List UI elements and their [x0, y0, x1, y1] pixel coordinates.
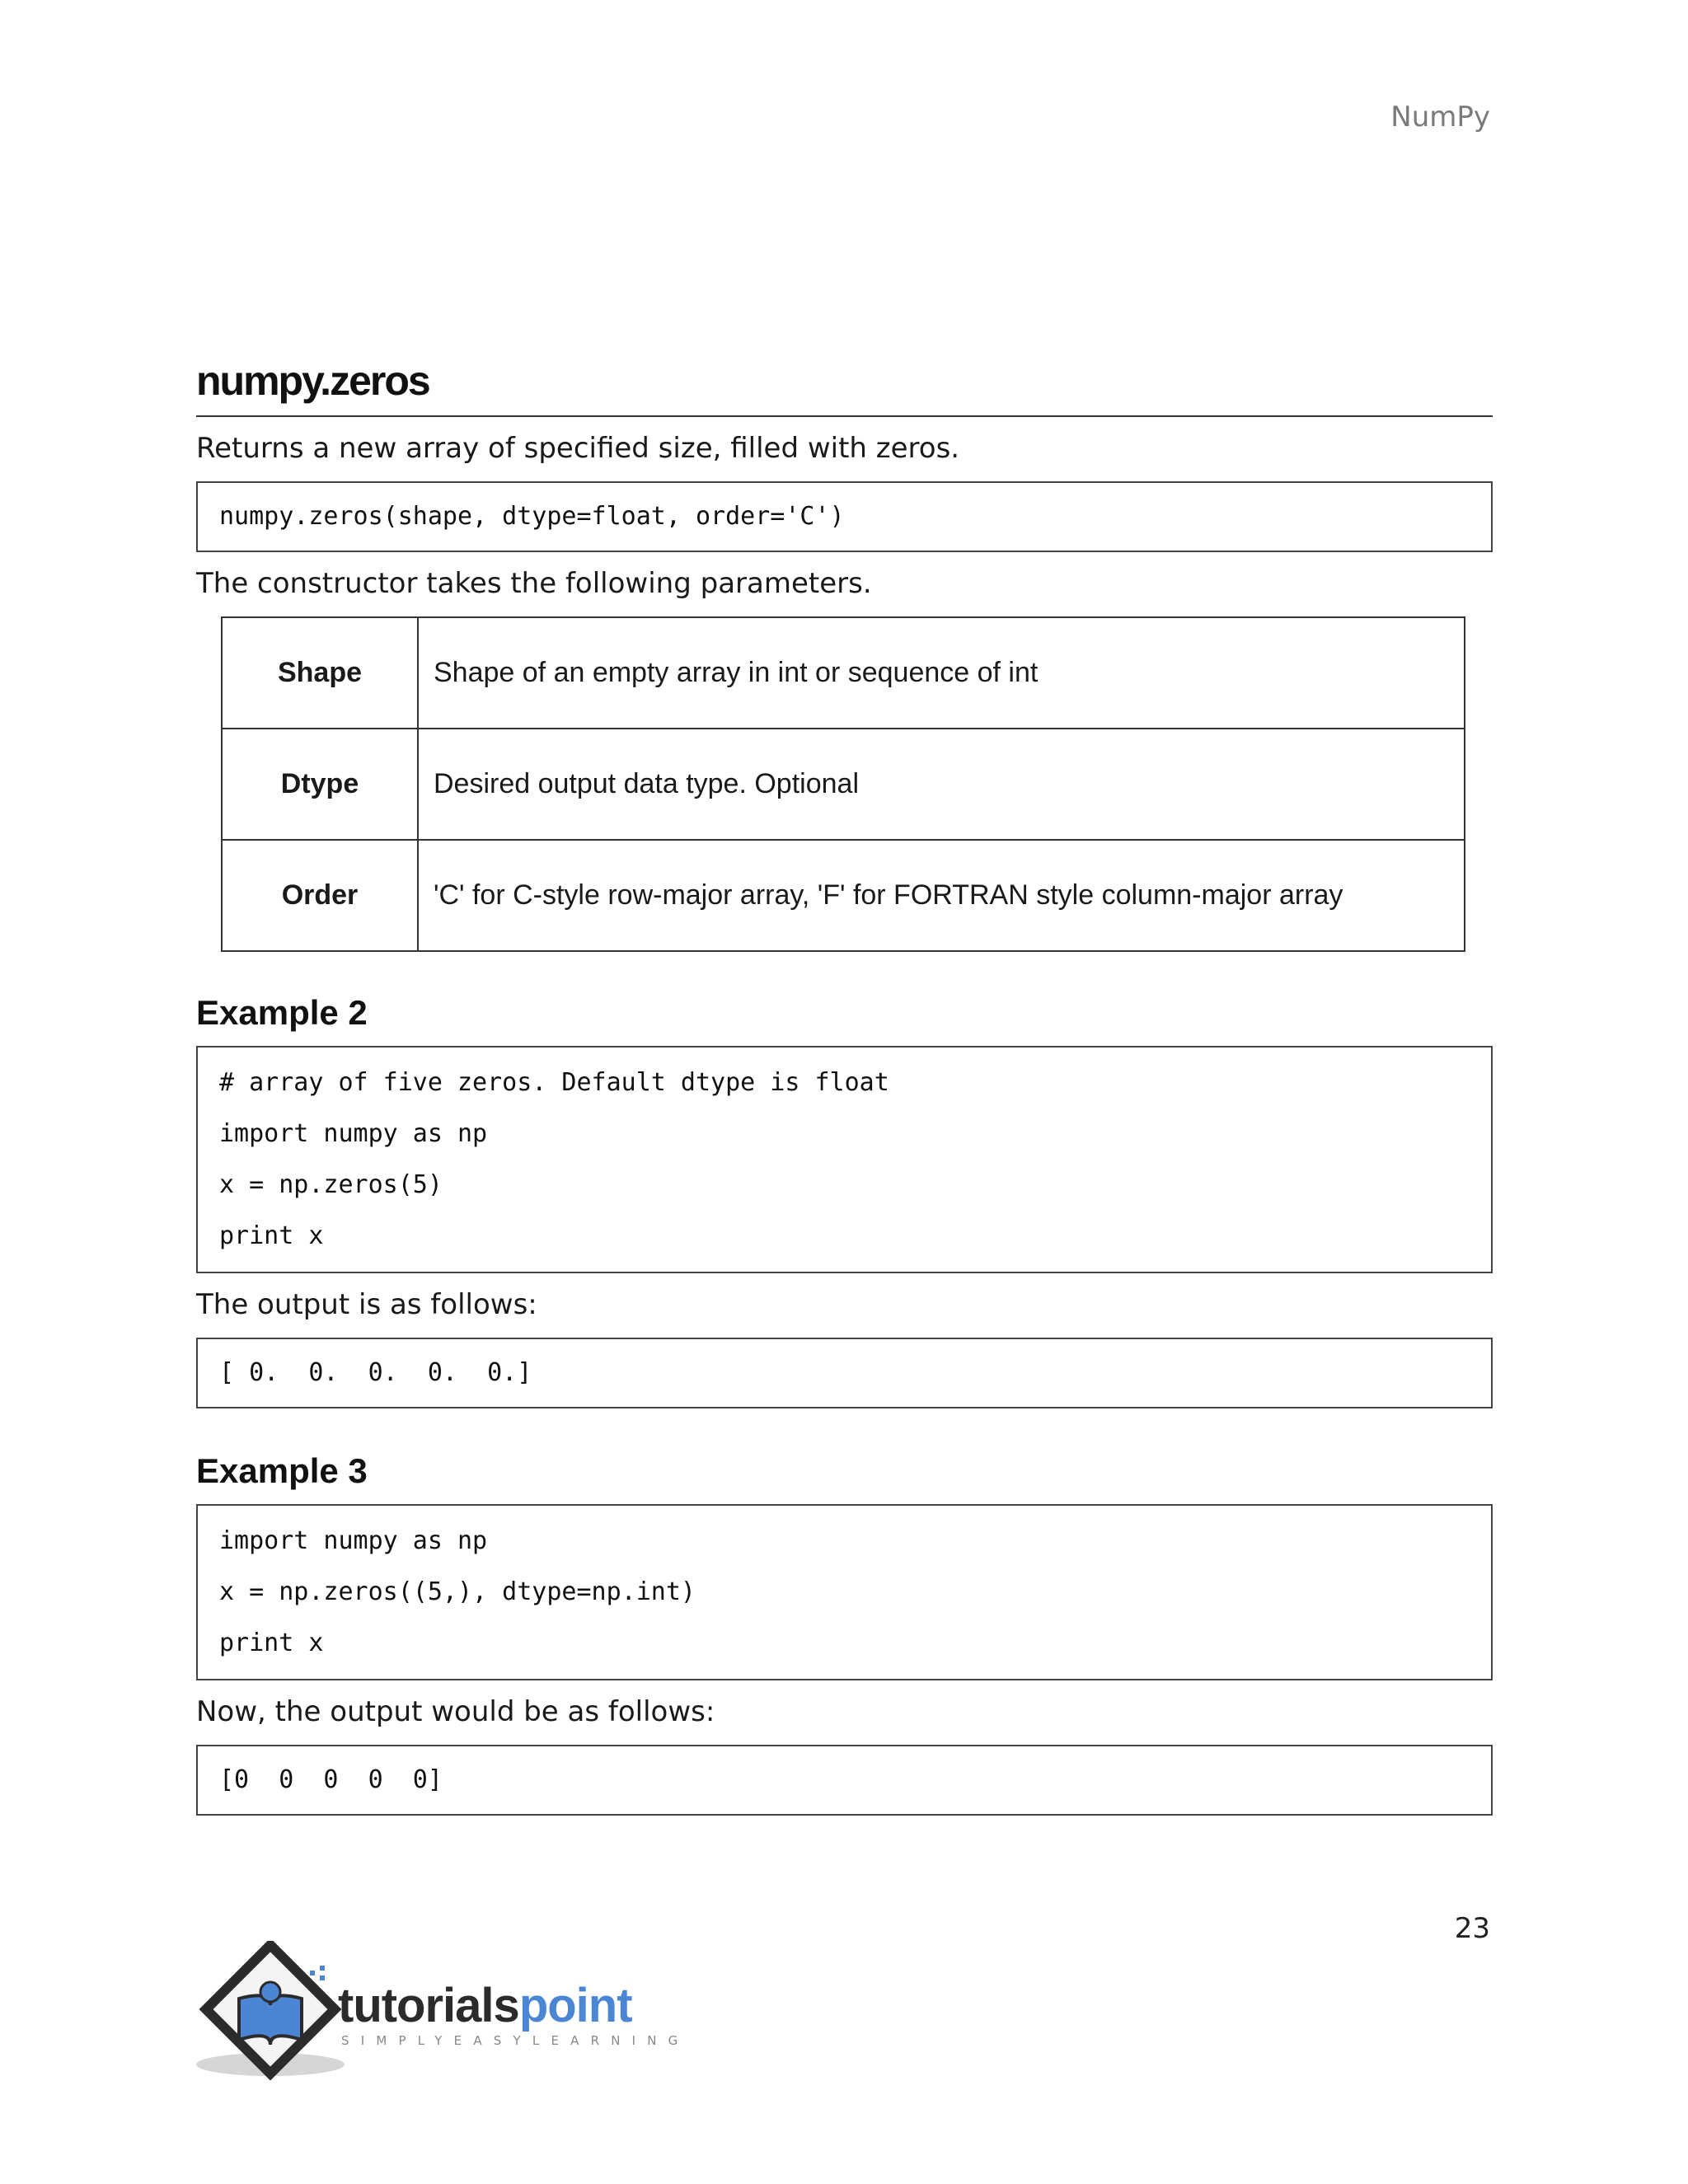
param-description: 'C' for C-style row-major array, 'F' for FORTRAN style column-major array	[418, 840, 1465, 951]
example-3-output-block	[196, 1745, 1493, 1816]
example-2-heading: Example 2	[196, 993, 368, 1032]
svg-text:tutorialspoint	[338, 1979, 632, 2032]
param-name: Order	[222, 840, 418, 951]
section-description: Returns a new array of specified size, filled with zeros.	[196, 432, 960, 465]
logo-spark	[320, 1975, 325, 1980]
code-line: x = np.zeros((5,), dtype=np.int)	[219, 1577, 696, 1606]
logo-spark	[320, 1966, 325, 1971]
param-name: Dtype	[222, 729, 418, 840]
param-description: Shape of an empty array in int or sequence of int	[418, 617, 1465, 729]
table-row	[222, 617, 1465, 729]
code-line: print x	[219, 1629, 324, 1657]
section-title: numpy.zeros	[196, 358, 429, 404]
table-row	[222, 840, 1465, 951]
parameters-table	[221, 616, 1465, 952]
logo-text-point: point	[518, 1979, 632, 2032]
code-line: import numpy as np	[219, 1119, 488, 1148]
example-2-output-intro: The output is as follows:	[196, 1288, 537, 1321]
code-line: numpy.zeros(shape, dtype=float, order='C')	[219, 502, 845, 531]
page-number: 23	[1454, 1912, 1490, 1945]
title-divider	[196, 415, 1493, 417]
example-3-heading: Example 3	[196, 1451, 368, 1490]
example-2-output-block	[196, 1338, 1493, 1408]
code-line: x = np.zeros(5)	[219, 1170, 443, 1199]
table-row	[222, 729, 1465, 840]
page-content	[196, 354, 1493, 1816]
tutorialspoint-logo	[196, 1941, 691, 2089]
logo-spark	[310, 1971, 315, 1975]
logo-text-tutorials: tutorials	[338, 1979, 519, 2032]
example-2-code-block	[196, 1046, 1493, 1273]
logo-tagline: SIMPLYEASYLEARNING	[341, 2033, 690, 2048]
code-line: import numpy as np	[219, 1526, 488, 1555]
code-line: # array of five zeros. Default dtype is float	[219, 1068, 889, 1097]
output-line: [0 0 0 0 0]	[219, 1765, 443, 1794]
code-line: print x	[219, 1221, 324, 1250]
running-header: NumPy	[1390, 101, 1490, 134]
example-3-code-block	[196, 1504, 1493, 1680]
signature-code-block	[196, 481, 1493, 552]
param-description: Desired output data type. Optional	[418, 729, 1465, 840]
example-3-output-intro: Now, the output would be as follows:	[196, 1695, 715, 1728]
params-intro: The constructor takes the following parameters.	[196, 567, 872, 600]
output-line: [ 0. 0. 0. 0. 0.]	[219, 1358, 532, 1387]
param-name: Shape	[222, 617, 418, 729]
logo-figure-head	[260, 1982, 280, 2002]
